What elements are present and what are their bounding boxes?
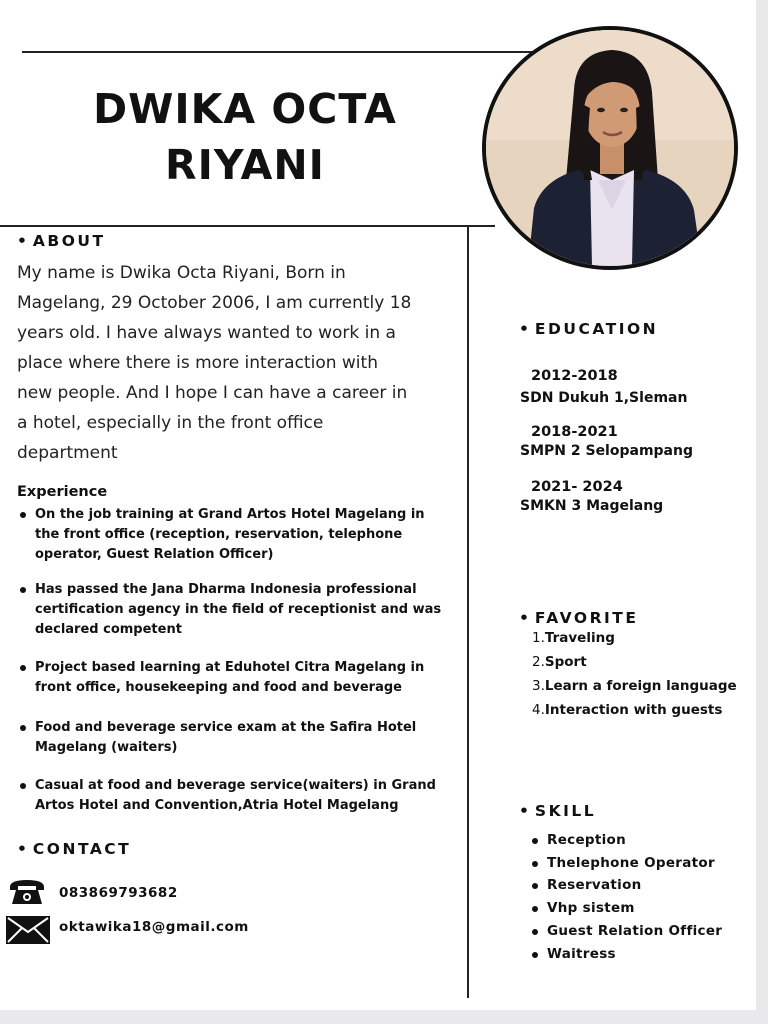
- experience-line: On the job training at Grand Artos Hotel Magelang in: [35, 507, 425, 522]
- experience-line: Artos Hotel and Convention,Atria Hotel Magelang: [35, 798, 399, 813]
- bullet-icon: [532, 861, 538, 867]
- education-years: 2021- 2024: [531, 479, 623, 495]
- about-line: My name is Dwika Octa Riyani, Born in: [17, 263, 346, 283]
- education-heading: • EDUCATION: [519, 320, 659, 338]
- education-years: 2012-2018: [531, 368, 618, 384]
- favorite-item: [532, 702, 722, 718]
- profile-photo: [482, 26, 738, 270]
- education-school: SMPN 2 Selopampang: [520, 443, 693, 459]
- contact-heading: • CONTACT: [17, 840, 132, 858]
- name-line-1: DWIKA OCTA: [93, 85, 397, 133]
- bullet-icon: [532, 906, 538, 912]
- favorite-item: [532, 630, 615, 646]
- phone-number[interactable]: 083869793682: [59, 885, 178, 901]
- bullet-icon: [20, 725, 26, 731]
- favorite-label: Traveling: [544, 630, 615, 646]
- experience-line: Has passed the Jana Dharma Indonesia professional: [35, 582, 417, 597]
- bullet-icon: [532, 883, 538, 889]
- favorite-heading: • FAVORITE: [519, 609, 639, 627]
- education-school: SMKN 3 Magelang: [520, 498, 664, 514]
- experience-line: Project based learning at Eduhotel Citra Magelang in: [35, 660, 425, 675]
- favorite-item: [532, 654, 587, 670]
- bullet-icon: [532, 838, 538, 844]
- envelope-icon: [6, 916, 50, 944]
- experience-heading: Experience: [17, 484, 108, 500]
- telephone-icon: [8, 878, 46, 906]
- experience-line: Magelang (waiters): [35, 740, 178, 755]
- about-heading: • ABOUT: [17, 232, 106, 250]
- header-bottom-rule: [0, 225, 495, 227]
- favorite-label: Interaction with guests: [544, 702, 723, 718]
- experience-line: the front office (reception, reservation, telephone: [35, 527, 403, 542]
- favorite-label: Learn a foreign language: [544, 678, 737, 694]
- skill-label: Vhp sistem: [547, 900, 635, 916]
- skill-label: Reception: [547, 832, 627, 848]
- bullet-icon: [20, 587, 26, 593]
- education-school: SDN Dukuh 1,Sleman: [520, 390, 688, 406]
- about-line: years old. I have always wanted to work in a: [17, 323, 396, 343]
- name-line-2: RIYANI: [165, 141, 325, 189]
- about-line: new people. And I hope I can have a career in: [17, 383, 408, 403]
- skill-label: Thelephone Operator: [547, 855, 715, 871]
- experience-line: Food and beverage service exam at the Safira Hotel: [35, 720, 417, 735]
- skill-heading: • SKILL: [519, 802, 597, 820]
- favorite-item: [532, 678, 737, 694]
- experience-line: certification agency in the field of receptionist and was: [35, 602, 442, 617]
- experience-line: operator, Guest Relation Officer): [35, 547, 274, 562]
- bullet-icon: [20, 665, 26, 671]
- about-line: place where there is more interaction with: [17, 353, 378, 373]
- about-line: Magelang, 29 October 2006, I am currently 18: [17, 293, 412, 313]
- favorite-number: 2.: [532, 654, 545, 670]
- favorite-label: Sport: [544, 654, 587, 670]
- skill-label: Reservation: [547, 877, 642, 893]
- skill-label: Waitress: [547, 946, 616, 962]
- education-years: 2018-2021: [531, 424, 618, 440]
- experience-line: Casual at food and beverage service(waiters) in Grand: [35, 778, 436, 793]
- bullet-icon: [532, 929, 538, 935]
- email-address[interactable]: oktawika18@gmail.com: [59, 919, 249, 935]
- about-paragraph: [17, 258, 447, 468]
- experience-line: declared competent: [35, 622, 182, 637]
- bullet-icon: [20, 512, 26, 518]
- header-top-rule: [22, 51, 542, 53]
- favorite-number: 3.: [532, 678, 545, 694]
- favorite-number: 1.: [532, 630, 545, 646]
- column-divider: [467, 225, 469, 998]
- about-line: a hotel, especially in the front office: [17, 413, 324, 433]
- about-line: department: [17, 443, 118, 463]
- bullet-icon: [532, 952, 538, 958]
- skill-label: Guest Relation Officer: [547, 923, 723, 939]
- experience-line: front office, housekeeping and food and beverage: [35, 680, 402, 695]
- bullet-icon: [20, 783, 26, 789]
- favorite-number: 4.: [532, 702, 545, 718]
